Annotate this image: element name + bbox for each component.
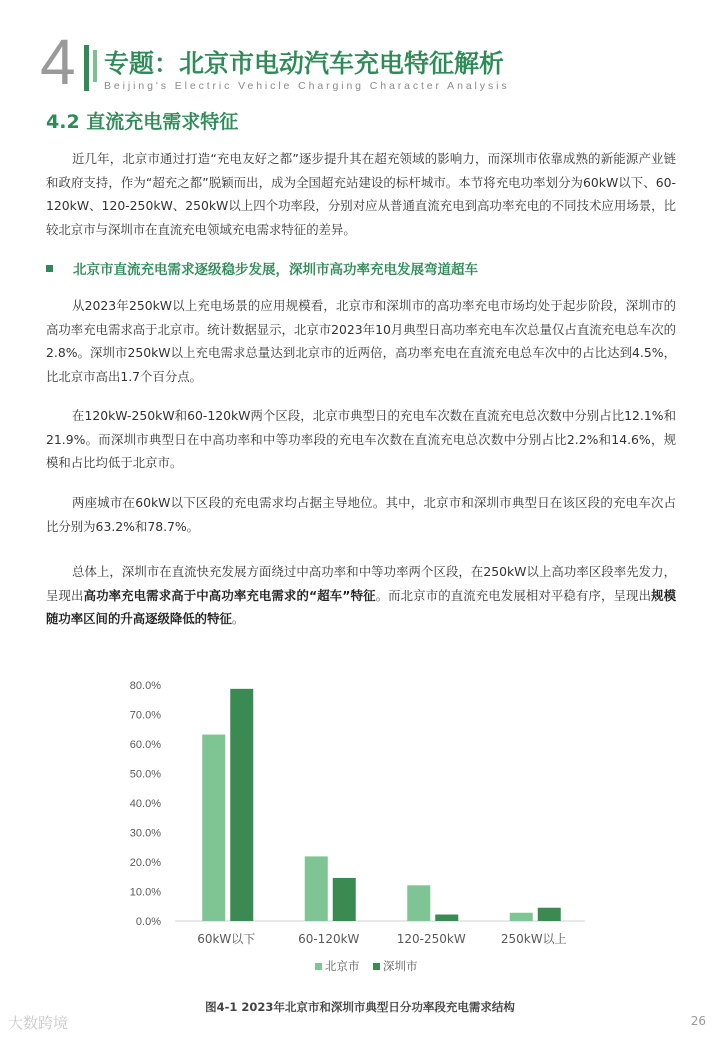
y-tick-label: 60.0% [129, 739, 161, 751]
legend-label: 深圳市 [383, 959, 418, 973]
chapter-bar [84, 45, 89, 91]
y-tick-label: 80.0% [129, 680, 161, 692]
summary-bold-a: 高功率充电需求高于中高功率充电需求的“超车”特征 [83, 587, 376, 603]
bullet-square-icon [46, 265, 53, 272]
x-tick-label: 120-250kW [396, 932, 466, 946]
bar-shenzhen [435, 915, 458, 921]
paragraph-intro: 近几年，北京市通过打造“充电友好之都”逐步提升其在超充领域的影响力，而深圳市依靠成熟的新能源产业链和政府支持，作为“超充之都”脱颖而出，成为全国超充站建设的标杆城市。本节将充电功率划分为60kW以下、60-120kW、120-250kW、250kW以上四个功率段，分别对应从普通直流充电到高功率充电的不同技术应用场景，比较北京市与深圳市在直流充电领域充电需求特征的差异。 [46, 151, 676, 237]
legend-swatch [373, 963, 380, 970]
legend-swatch [315, 963, 322, 970]
y-tick-label: 20.0% [129, 857, 161, 869]
bar-chart [110, 665, 610, 985]
paragraph-high-power: 从2023年250kW以上充电场景的应用规模看，北京市和深圳市的高功率充电市场均处于起步阶段，深圳市的高功率充电需求高于北京市。统计数据显示，北京市2023年10月典型日高功率充电车次总量仅占直流充电总车次的2.8%。深圳市250kW以上充电需求总量达到北京市的近两倍，高功率充电在直流充电总车次中的占比达到4.5%，比北京市高出1.7个百分点。 [46, 298, 676, 384]
paragraph-low-power: 两座城市在60kW以下区段的充电需求均占据主导地位。其中，北京市和深圳市典型日在该区段的充电车次占比分别为63.2%和78.7%。 [46, 495, 676, 534]
bar-shenzhen [538, 908, 561, 921]
chapter-title: 专题：北京市电动汽车充电特征解析 [104, 49, 505, 78]
summary-text-c: 。 [231, 611, 245, 626]
paragraph-summary [46, 560, 676, 631]
page-number: 26 [690, 1014, 706, 1028]
bar-shenzhen [333, 878, 356, 921]
chapter-subtitle: Beijing's Electric Vehicle Charging Character Analysis [104, 80, 510, 92]
chapter-number: 4 [40, 26, 76, 98]
bullet-heading [46, 258, 478, 278]
summary-text-b: 。而北京市的直流充电发展相对平稳有序，呈现出 [375, 587, 652, 603]
legend-label: 北京市 [325, 959, 360, 973]
section-title: 4.2 直流充电需求特征 [46, 111, 239, 133]
bar-beijing [510, 913, 533, 921]
y-tick-label: 40.0% [129, 798, 161, 810]
y-tick-label: 10.0% [129, 886, 161, 899]
paragraph-mid-power: 在120kW-250kW和60-120kW两个区段，北京市典型日的充电车次数在直流充电总次数中分别占比12.1%和21.9%。而深圳市典型日在中高功率和中等功率段的充电车次数在直流充电总次数中分别占比2.2%和14.6%，规模和占比均低于北京市。 [46, 408, 676, 470]
summary-text-a: 总体上，深圳市在直流快充发展方面绕过中高功率和中等功率两个区段，在250kW以上高功率区段率先发力，呈现出 [46, 564, 676, 603]
watermark: 大数跨境 [8, 1014, 69, 1032]
bar-beijing [202, 735, 225, 921]
x-tick-label: 60-120kW [298, 932, 360, 946]
bullet-heading-text: 北京市直流充电需求逐级稳步发展，深圳市高功率充电发展弯道超车 [73, 262, 478, 278]
y-tick-label: 50.0% [129, 768, 161, 781]
chapter-bar-light [93, 50, 97, 82]
x-tick-label: 60kW以下 [197, 932, 256, 946]
summary-bold-b: 规模随功率区间的升高逐级降低的特征 [46, 587, 677, 626]
y-tick-label: 30.0% [129, 827, 161, 840]
bar-shenzhen [230, 689, 253, 921]
bar-beijing [305, 856, 328, 921]
figure-caption: 图4-1 2023年北京市和深圳市典型日分功率段充电需求结构 [205, 1000, 515, 1014]
x-tick-label: 250kW以上 [500, 932, 567, 946]
y-tick-label: 0.0% [135, 916, 161, 928]
y-tick-label: 70.0% [129, 709, 161, 722]
bar-beijing [407, 885, 430, 921]
